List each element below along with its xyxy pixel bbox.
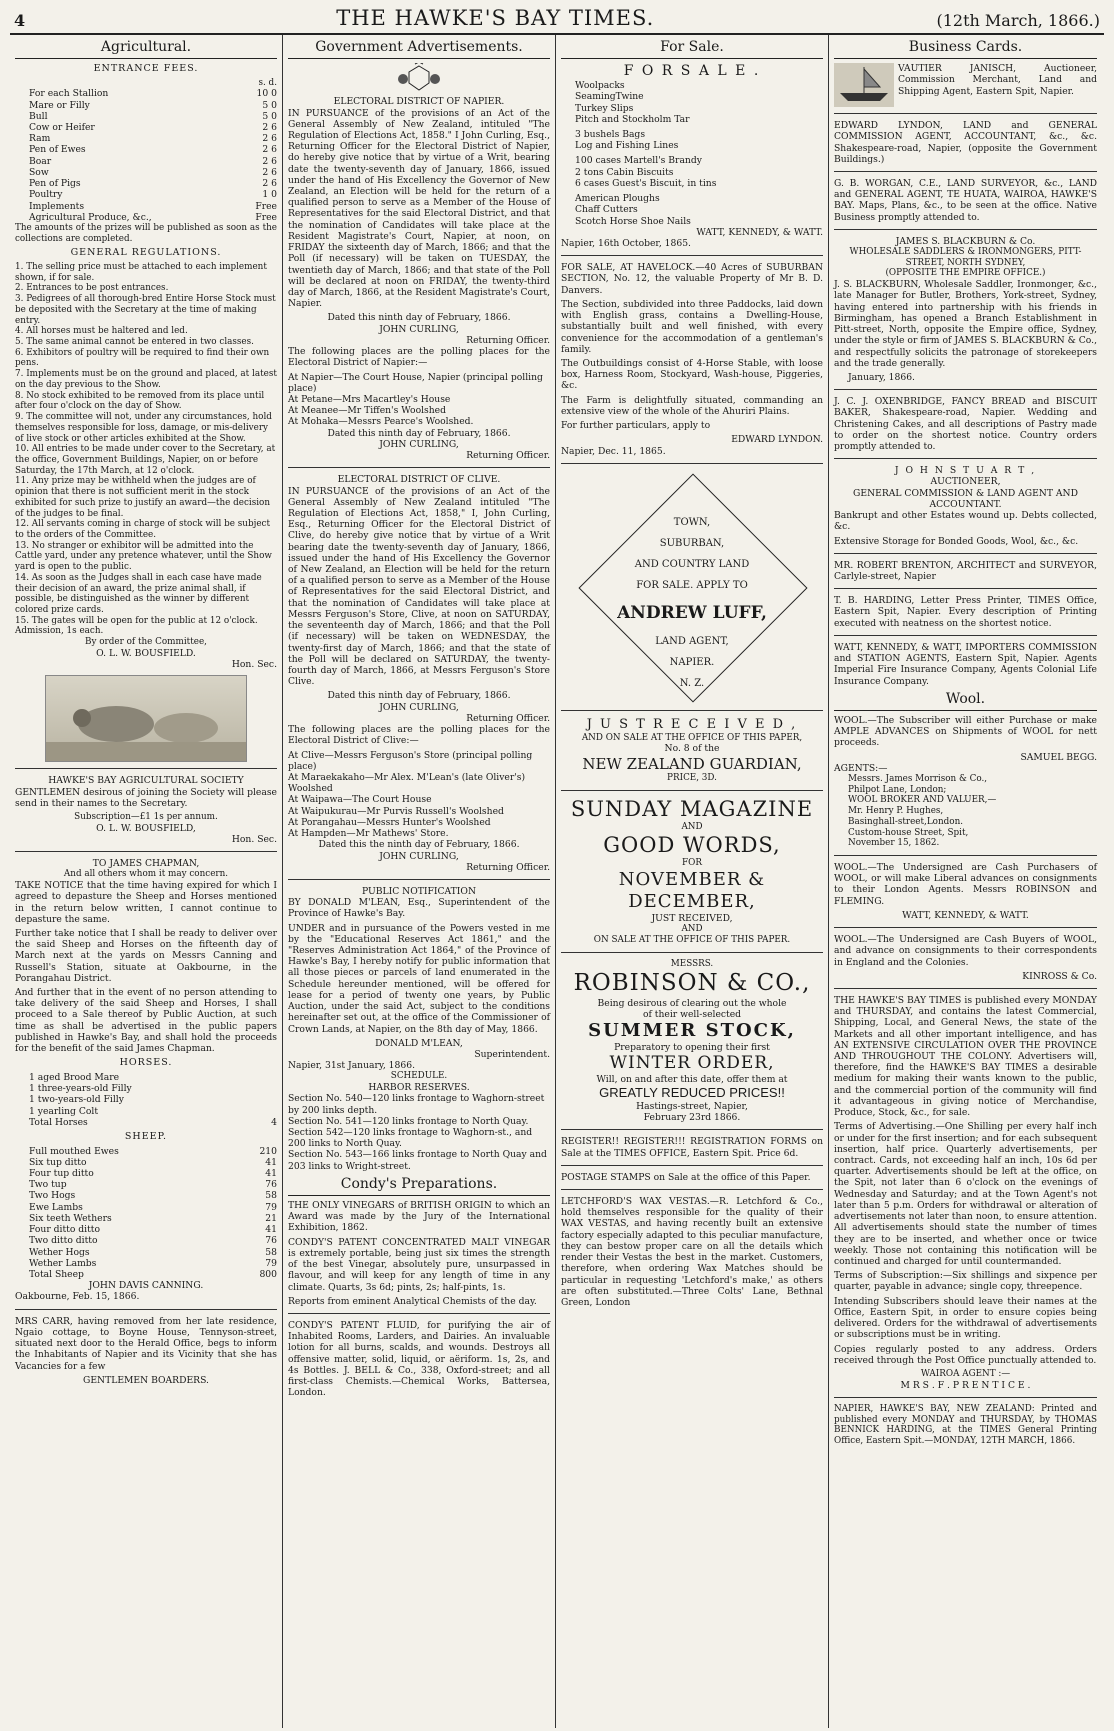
list-item: November 15, 1862. xyxy=(848,838,940,849)
notice-to-2: And all others whom it may concern. xyxy=(63,869,229,880)
list-row xyxy=(15,100,277,111)
list-item: 100 cases Martell's Brandy xyxy=(575,155,702,167)
list-row xyxy=(15,1247,277,1258)
begg-signer: SAMUEL BEGG. xyxy=(1020,751,1097,763)
row-value: 58 xyxy=(265,1190,277,1202)
napier-places-intro: The following places are the polling places for the Electoral District of Napier:— xyxy=(288,346,550,369)
fees-list xyxy=(15,88,277,223)
agents-label: AGENTS:— xyxy=(834,762,888,774)
row-value: 2 6 xyxy=(262,166,277,178)
row-value: 79 xyxy=(265,1257,277,1269)
list-row xyxy=(15,88,277,99)
row-label: Boar xyxy=(29,155,52,167)
blackburn-sub-2: (OPPOSITE THE EMPIRE OFFICE.) xyxy=(885,268,1046,279)
row-value: 41 xyxy=(265,1168,277,1180)
signer: O. L. W. BOUSFIELD. xyxy=(96,647,196,659)
copies-posted: Copies regularly posted to any address. Orders received through the Post Office punctually attended to. xyxy=(834,1343,1097,1366)
vautier-card xyxy=(834,63,1097,107)
clive-signer-2: JOHN CURLING, xyxy=(379,850,459,862)
list-item: 7. Implements must be on the ground and placed, at latest on the day previous to the Show. xyxy=(15,369,277,390)
lyndon-card: EDWARD LYNDON, LAND and GENERAL COMMISSION AGENT, ACCOUNTANT, &c., &c. Shakespeare-road, Napier, (opposite the Government Buildings.) xyxy=(834,120,1097,165)
list-item: 15. The gates will be open for the public at 12 o'clock. Admission, 1s each. xyxy=(15,615,258,637)
list-item: Mr. Henry P. Hughes, xyxy=(848,806,944,817)
rb-line-2: of their well-selected xyxy=(642,1008,742,1020)
list-item: At Waipukurau—Mr Purvis Russell's Woolshed xyxy=(288,805,504,817)
rb-line-4: Will, on and after this date, offer them at xyxy=(596,1073,788,1085)
row-label: Wether Hogs xyxy=(29,1246,90,1258)
napier-role-2: Returning Officer. xyxy=(466,450,550,462)
list-row xyxy=(15,1106,277,1117)
list-row xyxy=(15,156,277,167)
land-agent-name: ANDREW LUFF, xyxy=(617,602,767,623)
napier-role: Returning Officer. xyxy=(466,334,550,346)
row-label: Pen of Ewes xyxy=(29,144,86,156)
list-item: At Clive—Messrs Ferguson's Store (principal polling place) xyxy=(288,749,533,772)
row-label: Six teeth Wethers xyxy=(29,1212,112,1224)
harding-card: T. B. HARDING, Letter Press Printer, TIMES Office, Eastern Spit, Napier. Every description of Printing executed with neatness on the shortest notice. xyxy=(834,595,1097,629)
condy-1: THE ONLY VINEGARS of BRITISH ORIGIN to which an Award was made by the Jury of the International Exhibition, 1862. xyxy=(288,1200,550,1234)
list-row xyxy=(15,1202,277,1213)
row-label: Two tup xyxy=(29,1179,67,1191)
pn-date: Napier, 31st January, 1866. xyxy=(288,1060,415,1072)
row-label: Two ditto ditto xyxy=(29,1235,98,1247)
row-label: Bull xyxy=(29,110,48,122)
list-item: Messrs. James Morrison & Co., xyxy=(848,773,988,784)
row-value: 5 0 xyxy=(262,99,277,111)
list-item: WOOL BROKER AND VALUER,— xyxy=(848,795,997,806)
clive-title: ELECTORAL DISTRICT OF CLIVE. xyxy=(337,474,501,486)
livestock-illustration xyxy=(46,676,246,761)
row-value: 210 xyxy=(259,1145,277,1157)
notice-paragraph-1: TAKE NOTICE that the time having expired for which I agreed to depasture the Sheep and Horses mentioned in the return below written, I cannot continue to depasture the same. xyxy=(15,880,277,925)
condy-heading: Condy's Preparations. xyxy=(288,1176,550,1196)
row-value: 41 xyxy=(265,1156,277,1168)
for-sale-items-4 xyxy=(561,193,823,227)
list-row xyxy=(15,122,277,133)
fees-title: ENTRANCE FEES. xyxy=(93,63,199,75)
list-item: Pitch and Stockholm Tar xyxy=(575,113,690,125)
list-row xyxy=(15,1072,277,1083)
row-value: 5 0 xyxy=(262,110,277,122)
row-label: For each Stallion xyxy=(29,88,109,100)
row-value: 2 6 xyxy=(262,155,277,167)
agents-list xyxy=(834,774,1097,849)
list-item: At Meanee—Mr Tiffen's Woolshed xyxy=(288,405,446,417)
row-value: 2 6 xyxy=(262,122,277,134)
blackburn-title: JAMES S. BLACKBURN & Co. xyxy=(895,235,1036,247)
list-row xyxy=(15,1179,277,1190)
clive-role-2: Returning Officer. xyxy=(466,861,550,873)
rb-line-1: Being desirous of clearing out the whole xyxy=(597,997,787,1009)
napier-places xyxy=(288,372,550,428)
pn-title: PUBLIC NOTIFICATION xyxy=(361,885,477,897)
land-agent-ad xyxy=(577,472,807,702)
list-item: 11. Any prize may be withheld when the judges are of opinion that there is not sufficient merit in the stock exhibited for such prize to justify an award—the decision of the judges to be final. xyxy=(15,476,271,519)
list-item: At Mohaka—Messrs Pearce's Woolshed. xyxy=(288,416,474,428)
sunday-magazine: SUNDAY MAGAZINE xyxy=(570,796,814,821)
row-label: Pen of Pigs xyxy=(29,178,81,190)
list-item: Turkey Slips xyxy=(575,102,634,114)
row-label: Four tup ditto xyxy=(29,1168,94,1180)
livestock-engraving xyxy=(45,675,247,762)
list-item: 1. The selling price must be attached to each implement shown, if for sale. xyxy=(15,262,267,283)
list-row xyxy=(15,212,277,223)
stuart-4: Bankrupt and other Estates wound up. Debts collected, &c. xyxy=(834,510,1097,533)
postage-ad: POSTAGE STAMPS on Sale at the office of this Paper. xyxy=(561,1171,811,1183)
pn-signer: DONALD M'LEAN, xyxy=(375,1037,463,1049)
blackburn-date: January, 1866. xyxy=(848,371,915,383)
clive-signer: JOHN CURLING, xyxy=(379,701,459,713)
list-item: AND COUNTRY LAND xyxy=(634,558,750,570)
column-heading: Agricultural. xyxy=(15,39,277,59)
brenton-card: MR. ROBERT BRENTON, ARCHITECT and SURVEYOR, Carlyle-street, Napier xyxy=(834,559,1097,583)
list-item: 12. All servants coming in charge of stock will be subject to the orders of the Committee. xyxy=(15,519,270,540)
stuart-2: AUCTIONEER, xyxy=(930,476,1001,488)
condy-2: CONDY'S PATENT CONCENTRATED MALT VINEGAR is extremely portable, being just six times the strength of the best Vinegar, absolutely pure, unsurpassed in flavour, and will keep for any length of time in any climate. Quarts, 3s 6d; pints, 2s; half-pints, 1s. xyxy=(288,1236,550,1293)
stuart-1: J O H N S T U A R T , xyxy=(894,465,1037,477)
column-agricultural xyxy=(10,35,283,1728)
regs-title: GENERAL REGULATIONS. xyxy=(70,247,222,259)
list-item: 3. Pedigrees of all thorough-bred Entire Horse Stock must be deposited with the Secretary at the time of making entry. xyxy=(15,294,276,326)
sheep-total: Total Sheep 800 xyxy=(29,1269,277,1281)
rb-line-3: Preparatory to opening their first xyxy=(614,1041,770,1053)
columns xyxy=(10,35,1104,1728)
royal-arms-icon xyxy=(288,63,550,96)
list-row xyxy=(15,1213,277,1224)
list-item: Section No. 541—120 links frontage to North Quay. xyxy=(288,1115,529,1127)
sections xyxy=(288,1093,550,1172)
row-value: 79 xyxy=(265,1201,277,1213)
row-value: 21 xyxy=(265,1212,277,1224)
list-item: Philpot Lane, London; xyxy=(848,784,947,795)
register-ad: REGISTER!! REGISTER!!! REGISTRATION FORMS on Sale at the TIMES OFFICE, Eastern Spit. Price 6d. xyxy=(561,1136,823,1159)
notice-paragraph-3: And further that in the event of no person attending to take delivery of the said Sheep and Horses, I shall proceed to a Sale thereof by Public Auction, at such time as shall be advertised in the public papers published in Hawke's Bay, and shall hold the proceeds for the benefit of the said James Chapman. xyxy=(15,987,277,1055)
vautier-text: VAUTIER JANISCH, Auctioneer, Commission Merchant, Land and Shipping Agent, Eastern Spit, Napier. xyxy=(898,63,1097,97)
nov-dec: NOVEMBER & DECEMBER, xyxy=(618,869,766,913)
list-row xyxy=(15,144,277,155)
society-signer-title: Hon. Sec. xyxy=(231,833,277,845)
list-item: Custom-house Street, Spit, xyxy=(848,827,969,838)
society-signer: O. L. W. BOUSFIELD, xyxy=(96,822,196,834)
harbor-reserves: HARBOR RESERVES. xyxy=(368,1082,470,1094)
havelock-signer: EDWARD LYNDON. xyxy=(731,434,823,446)
napier-title: ELECTORAL DISTRICT OF NAPIER. xyxy=(333,96,505,108)
carr-notice: MRS CARR, having removed from her late residence, Ngaio cottage, to Boyne House, Tennyson-street, situated next door to the Herald Office, begs to inform the Inhabitants of Napier and its Vicinity that she has Vacancies for a few xyxy=(15,1315,277,1372)
wool-3: WOOL.—The Undersigned are Cash Buyers of WOOL, and advance on consignments to their correspondents in England and the Colonies. xyxy=(834,934,1097,968)
just-received-title: J U S T R E C E I V E D , xyxy=(586,716,798,732)
hbt-notice: THE HAWKE'S BAY TIMES is published every MONDAY and THURSDAY, and contains the latest Commercial, Shipping, Local, and General News, the state of the Markets and all other important intelligence, and has AN EXTENSIVE CIRCULATION OVER THE PROVINCE AND THROUGHOUT THE COLONY. Advertisers will, therefore, find the HAWKE'S BAY TIMES a desirable medium for making their wants known to the public, and the commercial portion of the community will find it advantageous in giving notice of Merchandise, Produce, Stock, &c., for sale. xyxy=(834,994,1097,1119)
winter-order: WINTER ORDER, xyxy=(609,1053,775,1074)
list-row xyxy=(15,1157,277,1168)
for-sale-items-2 xyxy=(561,129,823,151)
rb-messrs: MESSRS. xyxy=(670,958,714,969)
row-value: 76 xyxy=(265,1235,277,1247)
clive-role: Returning Officer. xyxy=(466,712,550,724)
wool-3-signer: KINROSS & Co. xyxy=(1022,970,1097,982)
just-received-no: No. 8 of the xyxy=(664,743,720,755)
terms-subscription: Terms of Subscription:—Six shillings and sixpence per quarter, payable in advance; single copy, threepence. xyxy=(834,1270,1097,1293)
list-row xyxy=(15,1258,277,1269)
list-row xyxy=(15,178,277,189)
sheep-title: SHEEP. xyxy=(124,1131,168,1143)
condy-4: CONDY'S PATENT FLUID, for purifying the air of Inhabited Rooms, Larders, and Dairies. An invaluable lotion for all burns, scalds, and wounds. Destroys all offensive matter, solid, liquid, or aëriform. 1s, 2s, and 4s Bottles. J. BELL & Co., 338, Oxford-street; and all first-class Chemists.—Chemical Works, Battersea, London. xyxy=(288,1319,550,1399)
list-item: At Hampden—Mr Mathews' Store. xyxy=(288,828,449,840)
napier-signer-2: JOHN CURLING, xyxy=(379,438,459,450)
list-row xyxy=(15,1146,277,1157)
row-label: Mare or Filly xyxy=(29,99,90,111)
list-row xyxy=(15,111,277,122)
list-item: Section No. 543—166 links frontage to North Quay and 203 links to Wright-street. xyxy=(288,1149,547,1172)
list-item: FOR SALE. APPLY TO xyxy=(636,579,748,591)
order-line: By order of the Committee, xyxy=(85,637,207,648)
list-row xyxy=(15,133,277,144)
pn-text: UNDER and in pursuance of the Powers vested in me by the "Educational Reserves Act 1861," and the "Reserves Administration Act 1864," of the Province of Hawke's Bay, I hereby notify for public information that all those pieces or parcels of land enumerated in the Schedule hereunder mentioned, will be offered for lease for a period of twenty one years, by Public Auction, under the said Act, subject to the conditions hereinafter set out, at the office of the Commissioner of Crown Lands, at Napier, on the 8th day of May, 1866. xyxy=(288,922,550,1035)
row-label: Cow or Heifer xyxy=(29,122,95,134)
havelock-text-3: The Outbuildings consist of 4-Horse Stable, with loose box, Harness Room, Stockyard, Wash-house, Piggeries, &c. xyxy=(561,357,823,392)
list-item: 13. No stranger or exhibitor will be admitted into the Cattle yard, under any pretence whatever, until the Show yard is open to the public. xyxy=(15,540,272,573)
column-heading: Business Cards. xyxy=(834,39,1097,59)
land-agent-lines-2 xyxy=(577,631,807,694)
coat-of-arms-icon xyxy=(396,63,442,93)
stuart-3: GENERAL COMMISSION & LAND AGENT AND ACCOUNTANT. xyxy=(853,487,1078,510)
society-text: GENTLEMEN desirous of joining the Society will please send in their names to the Secretary. xyxy=(15,786,277,809)
napier-text: IN PURSUANCE of the provisions of an Act of the General Assembly of New Zealand, intituled "The Regulation of Elections Act, 1858." I John Curling, Esq., Returning Officer for the Electoral District of Napier, do hereby give notice that by virtue of a Writ, bearing date the twenty-seventh day of January, 1866, issued under the hand of His Excellency the Governor of New Zealand, an Election will be held for the return of a qualified person to serve as a Member of the House of Representatives for the said Electoral District, and that the nomination of Candidates will take place at the Resident Magistrate's Court, Napier, at noon, on FRIDAY the sixteenth day of March, 1866; and that the Poll (if necessary) will be taken on TUESDAY, the twentieth day of March, 1866; and that state of the Poll will be declared at noon on FRIDAY, the twenty-third day of March, 1866, at the Resident Magistrate's Court, Napier. xyxy=(288,107,550,310)
wool-heading: Wool. xyxy=(834,691,1097,711)
page-number: 4 xyxy=(14,11,26,30)
row-label: 1 aged Brood Mare xyxy=(29,1071,120,1083)
robinson-name: ROBINSON & CO., xyxy=(573,970,811,997)
clive-text: IN PURSUANCE of the provisions of an Act of the General Assembly of New Zealand intituled "The Regulation of Elections Act, 1858," I, John Curling, Esq., Returning Officer for the Electoral District of Clive, do hereby give notice that by virtue of a Writ bearing date the twenty-seventh day of January, 1866, issued under the hand of His Excellency the Governor of New Zealand, an Election will be held for the return of a qualified person to serve as a Member of the House of Representatives for the said Electoral District, and that the nomination of Candidates will take place at Messrs Ferguson's Store, Clive, at noon on SATURDAY, the seventeenth day of March, 1866; and that the Poll (if necessary) will be taken on WEDNESDAY, the twenty-first day of March, 1866; and that the state of the Poll will be declared on SATURDAY, the twenty-fourth day of March, 1866, at Messrs Ferguson's Store Clive. xyxy=(288,485,550,688)
list-item: Scotch Horse Shoe Nails xyxy=(575,215,691,227)
sm-on-sale: ON SALE AT THE OFFICE OF THIS PAPER. xyxy=(593,935,791,946)
reduced-prices: GREATLY REDUCED PRICES!! xyxy=(599,1085,785,1101)
for-sale-date: Napier, 16th October, 1865. xyxy=(561,238,691,249)
row-value: 2 6 xyxy=(262,144,277,156)
sm-and-2: AND xyxy=(681,924,703,935)
clive-dated: Dated this ninth day of February, 1866. xyxy=(327,690,511,702)
begg-ad: WOOL.—The Subscriber will either Purchase or make AMPLE ADVANCES on Shipments of WOOL for nett proceeds. xyxy=(834,714,1097,749)
intending-subscribers: Intending Subscribers should leave their names at the Office, Eastern Spit, in order to ensure copies being delivered. Orders for the withdrawal of advertisements or subscriptions must be in writing. xyxy=(834,1295,1097,1341)
row-value: 2 6 xyxy=(262,178,277,190)
list-item: Section 542—120 links frontage to Waghorn-st., and 200 links to North Quay. xyxy=(288,1127,533,1150)
havelock-date: Napier, Dec. 11, 1865. xyxy=(561,445,666,457)
column-business-cards xyxy=(829,35,1102,1728)
carr-boarders: GENTLEMEN BOARDERS. xyxy=(83,1374,209,1386)
notice-signer: JOHN DAVIS CANNING. xyxy=(88,1280,204,1292)
napier-dated: Dated this ninth day of February, 1866. xyxy=(327,312,511,324)
signer-title: Hon. Sec. xyxy=(231,659,277,671)
for-sale-signer: WATT, KENNEDY, & WATT. xyxy=(696,226,823,238)
row-label: Wether Lambs xyxy=(29,1257,97,1269)
list-item: At Napier—The Court House, Napier (principal polling place) xyxy=(288,371,543,394)
row-value: Free xyxy=(255,211,277,223)
condy-3: Reports from eminent Analytical Chemists of the day. xyxy=(288,1295,537,1307)
row-value: Free xyxy=(255,200,277,212)
subscription: Subscription—£1 1s per annum. xyxy=(74,811,218,822)
for-sale-title: F O R S A L E . xyxy=(623,63,761,80)
blackburn-text: J. S. BLACKBURN, Wholesale Saddler, Ironmonger, &c., late Manager for Butler, Brothers, York-street, Sydney, having entered into partnership with his friends in Birmingham, has opened a Branch Establishment in Pitt-street, North, opposite the Empire office, Sydney, under the style or firm of JAMES S. BLACKBURN & Co., and respectfully solicits the patronage of storekeepers and the trade generally. xyxy=(834,279,1097,369)
list-row xyxy=(15,1235,277,1246)
list-item: 14. As soon as the Judges shall in each case have made their decision of an award, the prize animal shall, if possible, be distinguished as the winner by different colored prize cards. xyxy=(15,572,262,616)
blackburn-sub: WHOLESALE SADDLERS & IRONMONGERS, PITT-STREET, NORTH SYDNEY, xyxy=(849,247,1082,268)
row-label: Sow xyxy=(29,166,49,178)
column-government xyxy=(283,35,556,1728)
list-row xyxy=(15,1190,277,1201)
sheep-list xyxy=(15,1146,277,1269)
watt-kennedy-card: WATT, KENNEDY, & WATT, IMPORTERS COMMISSION and STATION AGENTS, Eastern Spit, Napier. Agents Imperial Fire Insurance Company, Agents Colonial Life Insurance Company. xyxy=(834,641,1097,687)
wool-2: WOOL.—The Undersigned are Cash Purchasers of WOOL, or will make Liberal advances on consignments to their London Agents. Messrs ROBINSON and FLEMING. xyxy=(834,861,1097,907)
list-item: 10. All entries to be made under cover to the Secretary, at the office, Government Buildings, Napier, on or before Saturday, the 17th March, at 12 o'clock. xyxy=(15,444,276,476)
list-item: LAND AGENT, xyxy=(655,636,729,648)
currency-header: s. d. xyxy=(258,77,277,88)
column-heading: Government Advertisements. xyxy=(288,39,550,59)
row-label: 1 yearling Colt xyxy=(29,1105,99,1117)
clive-dated-2: Dated this the ninth day of February, 1866. xyxy=(318,839,520,851)
for-sale-items-3 xyxy=(561,155,823,189)
worgan-card: G. B. WORGAN, C.E., LAND SURVEYOR, &c., LAND and GENERAL AGENT, TE HUATA, WAIROA, HAWKE'S BAY. Maps, Plans, &c., to be seen at the office. Native Business promptly attended to. xyxy=(834,177,1097,223)
row-value: 2 6 xyxy=(262,133,277,145)
sm-for: FOR xyxy=(682,858,702,869)
horses-total: Total Horses 4 xyxy=(29,1116,277,1128)
prentice: M R S . F . P R E N T I C E . xyxy=(900,1379,1031,1391)
list-item: 4. All horses must be haltered and led. xyxy=(15,326,188,337)
sm-received: JUST RECEIVED, xyxy=(651,913,733,925)
issue-date: (12th March, 1866.) xyxy=(936,11,1100,30)
ship-engraving-icon xyxy=(834,63,894,107)
list-row xyxy=(15,1094,277,1105)
list-item: SUBURBAN, xyxy=(659,537,725,549)
list-row xyxy=(15,1083,277,1094)
rb-date: February 23rd 1866. xyxy=(643,1112,741,1124)
for-sale-items-1 xyxy=(561,80,823,125)
list-item: American Ploughs xyxy=(575,193,660,205)
guardian-title: NEW ZEALAND GUARDIAN, xyxy=(582,754,802,773)
row-label: Agricultural Produce, &c., xyxy=(29,211,152,223)
wairoa-agent: WAIROA AGENT :— xyxy=(920,1368,1011,1379)
row-label: Poultry xyxy=(29,189,63,201)
list-item: Log and Fishing Lines xyxy=(575,140,679,152)
list-item: At Waipawa—The Court House xyxy=(288,794,432,806)
notice-paragraph-2: Further take notice that I shall be ready to deliver over the said Sheep and Horses on the fifteenth day of March next at the yards on Messrs Canning and Russell's Station, situate at Oakbourne, in the Porangahau District. xyxy=(15,927,277,984)
havelock-text: FOR SALE, AT HAVELOCK.—40 Acres of SUBURBAN SECTION, No. 12, the valuable Property of Mr B. D. Danvers. xyxy=(561,262,823,296)
guardian-price: PRICE, 3D. xyxy=(667,772,717,783)
horses-list xyxy=(15,1072,277,1117)
stuart-5: Extensive Storage for Bonded Goods, Wool, &c., &c. xyxy=(834,535,1079,547)
fees-note: The amounts of the prizes will be published as soon as the collections are completed. xyxy=(15,223,277,244)
regs-list xyxy=(15,262,277,637)
schedule: SCHEDULE. xyxy=(390,1071,448,1082)
oxenbridge-card: J. C. J. OXENBRIDGE, FANCY BREAD and BISCUIT BAKER, Shakespeare-road, Napier. Wedding and Christening Cakes, and all descriptions of Pastry made to order on the shortest notice. Country orders promptly attended to. xyxy=(834,396,1097,453)
sm-and: AND xyxy=(681,822,703,833)
row-value: 58 xyxy=(265,1246,277,1258)
list-row xyxy=(15,189,277,200)
list-item: Basinghall-street,London. xyxy=(848,816,964,827)
list-item: 9. The committee will not, under any circumstances, hold themselves responsible for loss, damage, or mis-delivery of live stock or other articles exhibited at the Show. xyxy=(15,412,272,444)
list-item: NAPIER. xyxy=(669,657,715,669)
row-value: 76 xyxy=(265,1179,277,1191)
havelock-text-4: The Farm is delightfully situated, commanding an extensive view of the whole of the Ahuriri Plains. xyxy=(561,394,823,417)
row-label: Six tup ditto xyxy=(29,1156,87,1168)
list-item: 6 cases Guest's Biscuit, in tins xyxy=(575,177,717,189)
list-row xyxy=(15,201,277,212)
list-item: TOWN, xyxy=(673,516,711,528)
notice-to: TO JAMES CHAPMAN, xyxy=(92,858,200,870)
terms-advertising: Terms of Advertising.—One Shilling per every half inch or under for the first insertion; and for each subsequent insertion, half price. Quarterly advertisements, per contract. Cards, not exceeding half an inch, 10s 6d per quarter. Advertisements should be left at the office, on the Spit, not later than 6 o'clock on the evenings of Wednesday and Saturday; and at the Town Agent's not later than 5 p.m. Orders for withdrawal or alteration of advertisements not later than noon, to ensure attention. All advertisements should state the number of times they are to be inserted, and whether once or twice weekly. Those not containing this notification will be continued and charged for until countermanded. xyxy=(834,1121,1097,1267)
havelock-text-2: The Section, subdivided into three Paddocks, laid down with English grass, contains a Dwelling-House, substantially built and well finished, with every convenience for the accommodation of a gentleman's family. xyxy=(561,298,823,355)
list-item: SeamingTwine xyxy=(575,91,644,103)
clive-places-intro: The following places are the polling places for the Electoral District of Clive:— xyxy=(288,724,550,747)
row-value: 1 0 xyxy=(262,189,277,201)
society-title: HAWKE'S BAY AGRICULTURAL SOCIETY xyxy=(48,775,244,787)
list-item: Section No. 540—120 links frontage to Waghorn-street by 200 links depth. xyxy=(288,1093,545,1116)
row-value: 41 xyxy=(265,1224,277,1236)
list-item: 5. The same animal cannot be entered in two classes. xyxy=(15,337,254,348)
list-item: Chaff Cutters xyxy=(575,204,638,216)
wool-2-signer: WATT, KENNEDY, & WATT. xyxy=(902,909,1029,921)
list-item: 3 bushels Bags xyxy=(575,129,646,141)
list-item: At Porangahau—Messrs Hunter's Woolshed xyxy=(288,816,491,828)
row-label: Implements xyxy=(29,200,85,212)
napier-dated-2: Dated this ninth day of February, 1866. xyxy=(327,427,511,439)
row-label: 1 two-years-old Filly xyxy=(29,1094,124,1106)
havelock-text-5: For further particulars, apply to xyxy=(561,420,711,432)
list-item: 2 tons Cabin Biscuits xyxy=(575,166,674,178)
list-item: 2. Entrances to be post entrances. xyxy=(15,283,169,294)
clive-places xyxy=(288,750,550,840)
row-label: Two Hogs xyxy=(29,1190,76,1202)
rb-address: Hastings-street, Napier, xyxy=(636,1100,748,1112)
land-agent-lines xyxy=(577,512,807,596)
row-label: Four ditto ditto xyxy=(29,1224,101,1236)
list-row xyxy=(15,1224,277,1235)
napier-signer: JOHN CURLING, xyxy=(379,323,459,335)
row-label: Ewe Lambs xyxy=(29,1201,83,1213)
summer-stock: SUMMER STOCK, xyxy=(588,1019,796,1041)
land-agent-text xyxy=(577,512,807,695)
good-words: GOOD WORDS, xyxy=(603,832,781,857)
notice-date: Oakbourne, Feb. 15, 1866. xyxy=(15,1291,140,1303)
row-label: 1 three-years-old Filly xyxy=(29,1083,132,1095)
list-row xyxy=(15,1168,277,1179)
list-item: At Petane—Mrs Macartley's House xyxy=(288,393,451,405)
row-label: Full mouthed Ewes xyxy=(29,1145,119,1157)
letchford-ad: LETCHFORD'S WAX VESTAS.—R. Letchford & Co., hold themselves responsible for the quality of their WAX VESTAS, and having recently built an extensive factory especially adapted to this peculiar manufacture, they can bestow proper care on all the details which render their Vestas the best in the market. Customers, therefore, when ordering Wax Matches should be particular in requesting 'Letchford's make,' as others are often substituted.—Three Colts' Lane, Bethnal Green, London xyxy=(561,1196,823,1308)
list-item: At Maraekakaho—Mr Alex. M'Lean's (late Oliver's) Woolshed xyxy=(288,771,526,795)
list-item: N. Z. xyxy=(679,678,705,690)
list-row xyxy=(15,167,277,178)
horses-title: HORSES. xyxy=(119,1057,173,1069)
list-item: Woolpacks xyxy=(575,80,625,92)
column-heading: For Sale. xyxy=(561,39,823,59)
row-label: Ram xyxy=(29,133,51,145)
just-received-sub: AND ON SALE AT THE OFFICE OF THIS PAPER, xyxy=(581,732,803,743)
list-item: 6. Exhibitors of poultry will be required to find their own pens. xyxy=(15,347,270,369)
pn-role: Superintendent. xyxy=(474,1049,550,1061)
list-item: 8. No stock exhibited to be removed from its place until after four o'clock on the day of Show. xyxy=(15,390,265,412)
column-for-sale xyxy=(556,35,829,1728)
pn-by: BY DONALD M'LEAN, Esq., Superintendent of the Province of Hawke's Bay. xyxy=(288,897,550,920)
masthead xyxy=(10,0,1104,35)
row-value: 10 0 xyxy=(256,88,277,100)
imprint: NAPIER, HAWKE'S BAY, NEW ZEALAND: Printed and published every MONDAY and THURSDAY, by THOMAS BENNICK HARDING, at the TIMES General Printing Office, Eastern Spit.—MONDAY, 12TH MARCH, 1866. xyxy=(834,1403,1097,1447)
newspaper-title: THE HAWKE'S BAY TIMES. xyxy=(336,6,655,30)
